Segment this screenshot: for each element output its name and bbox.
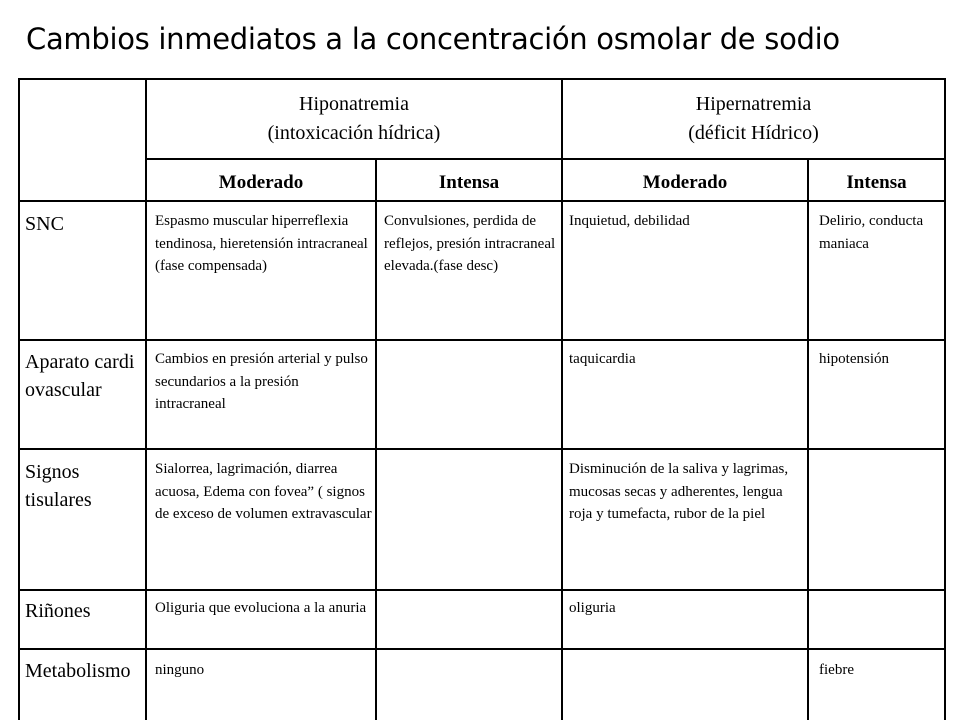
cell-metab-hipo-moderado: ninguno (155, 662, 205, 678)
subheader-hipo-moderado: Moderado (218, 172, 304, 193)
page-title: Cambios inmediatos a la concentración osmolar de sodio (26, 22, 840, 56)
hipernatremia-label: Hipernatremia (695, 93, 812, 115)
cell-snc-hiper-moderado: Inquietud, debilidad (569, 213, 690, 229)
hiponatremia-label: Hiponatremia (299, 93, 409, 115)
subheader-hiper-moderado: Moderado (642, 172, 728, 193)
row-label-signos-tisulares: Signos tisulares (25, 461, 92, 512)
row-label-rinones: Riñones (25, 600, 91, 622)
header-hipernatremia (563, 90, 944, 148)
subheader-hipo-intensa: Intensa (438, 172, 500, 193)
header-hiponatremia (147, 90, 561, 148)
cell-rinones-hipo-moderado: Oliguria que evoluciona a la anuria (155, 600, 367, 616)
row-label-cardiovascular: Aparato cardiovascular (25, 351, 135, 402)
cell-snc-hiper-intensa: Delirio, conducta maniaca (819, 213, 924, 252)
cell-rinones-hiper-moderado: oliguria (569, 600, 616, 616)
cell-cardio-hiper-intensa: hipotensión (819, 351, 889, 367)
cell-snc-hipo-moderado: Espasmo muscular hiperreflexia tendinosa, hieretensión intracraneal (fase compensada) (155, 213, 368, 274)
cell-snc-hipo-intensa: Convulsiones, perdida de reflejos, presión intracraneal elevada.(fase desc) (384, 213, 556, 274)
subheader-hiper-intensa: Intensa (846, 172, 907, 193)
hipernatremia-sublabel: (déficit Hídrico) (688, 122, 819, 144)
cell-cardio-hiper-moderado: taquicardia (569, 351, 636, 367)
cell-cardio-hipo-moderado: Cambios en presión arterial y pulso secundarios a la presión intracraneal (155, 351, 368, 412)
cell-tisular-hiper-moderado: Disminución de la saliva y lagrimas, mucosas secas y adherentes, lengua roja y tumefacta, rubor de la piel (569, 461, 789, 522)
row-label-snc: SNC (25, 213, 64, 235)
hiponatremia-sublabel: (intoxicación hídrica) (267, 122, 441, 144)
row-label-metabolismo: Metabolismo (25, 660, 131, 682)
cell-metab-hiper-intensa: fiebre (819, 662, 854, 678)
cell-tisular-hipo-moderado: Sialorrea, lagrimación, diarrea acuosa, Edema con fovea” ( signos de exceso de volumen extravascular (155, 461, 372, 522)
